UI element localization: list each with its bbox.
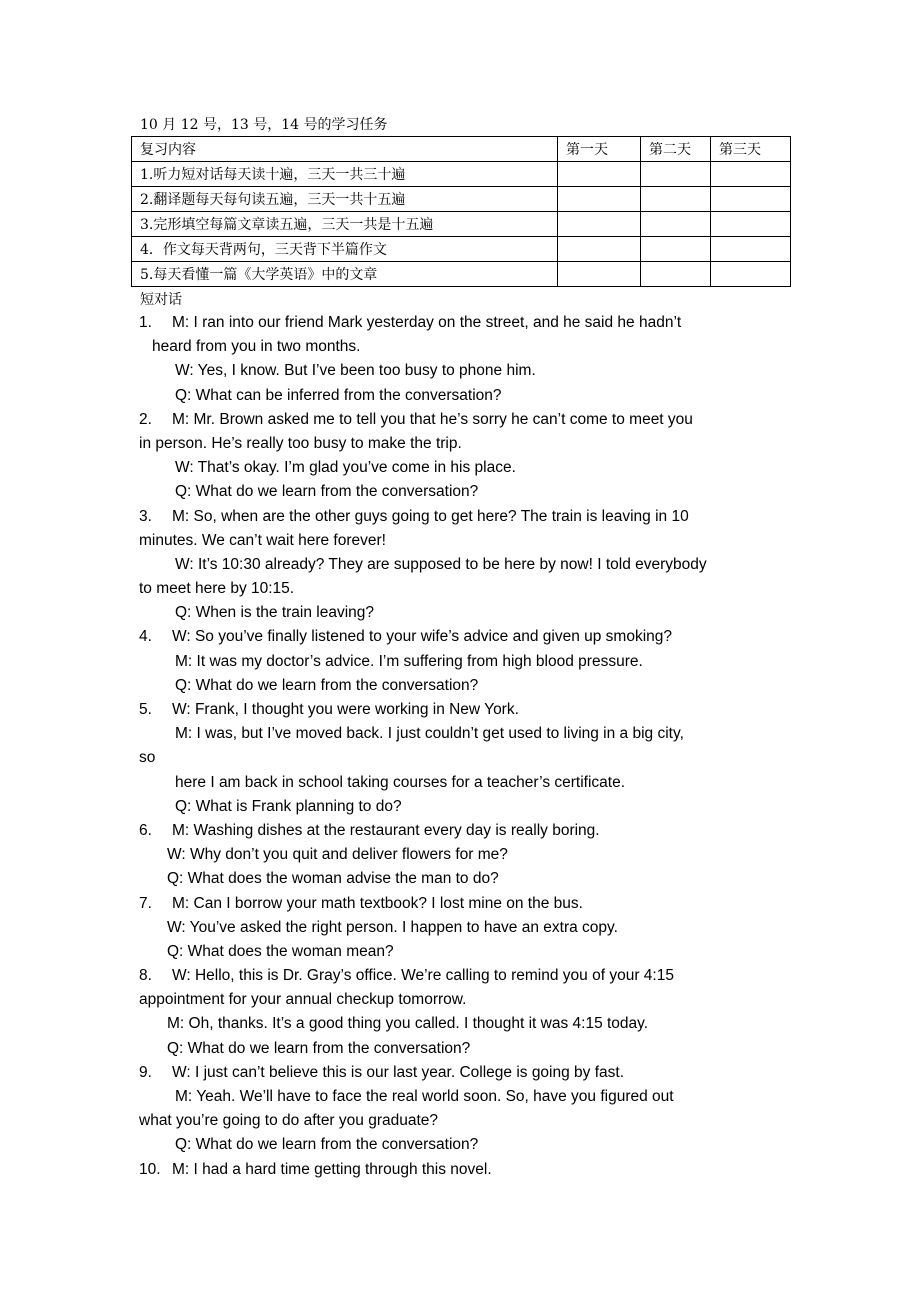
- day2-cell: [641, 187, 711, 212]
- dialogue-line: here I am back in school taking courses for a teacher’s certificate.: [175, 773, 626, 791]
- day3-cell: [711, 237, 791, 262]
- question-line: Q: What do we learn from the conversation?: [175, 483, 479, 501]
- item-number: 2.: [139, 410, 152, 428]
- task-cell: 5.每天看懂一篇《大学英语》中的文章: [132, 262, 558, 287]
- dialogue-line: appointment for your annual checkup tomorrow.: [139, 991, 467, 1009]
- task-heading: 10 月 12 号，13 号，14 号的学习任务: [140, 117, 388, 133]
- table-row: [132, 262, 791, 287]
- column-header: 第二天: [641, 137, 711, 162]
- day1-cell: [558, 162, 641, 187]
- item-number: 1.: [139, 314, 152, 331]
- task-cell: 4．作文每天背两句，三天背下半篇作文: [132, 237, 558, 262]
- day1-cell: [558, 187, 641, 212]
- day2-cell: [641, 237, 711, 262]
- dialogue-line: 2. M: Mr. Brown asked me to tell you that he’s sorry he can’t come to meet you: [139, 408, 789, 432]
- task-cell: 2.翻译题每天每句读五遍，三天一共十五遍: [132, 187, 558, 212]
- column-header: 第三天: [711, 137, 791, 162]
- dialogue-line: 1. M: I ran into our friend Mark yesterday on the street, and he said he hadn’t: [139, 311, 789, 335]
- item-number: 4.: [139, 628, 152, 646]
- table-header-row: [132, 137, 791, 162]
- day2-cell: [641, 262, 711, 287]
- day1-cell: [558, 237, 641, 262]
- question-line: Q: What do we learn from the conversation?: [175, 1136, 479, 1154]
- item-number: 8.: [139, 967, 152, 985]
- table-row: [132, 162, 791, 187]
- dialogue-line: 6. M: Washing dishes at the restaurant every day is really boring.: [139, 819, 789, 843]
- dialogue-line: 3. M: So, when are the other guys going to get here? The train is leaving in 10: [139, 505, 789, 529]
- day3-cell: [711, 187, 791, 212]
- dialogue-line: M: I was, but I’ve moved back. I just couldn’t get used to living in a big city,: [175, 725, 684, 743]
- dialogue-line: M: Yeah. We’ll have to face the real world soon. So, have you figured out: [175, 1088, 674, 1105]
- dialogue-line: what you’re going to do after you graduate?: [139, 1112, 439, 1130]
- table-row: [132, 187, 791, 212]
- dialogue-line: minutes. We can’t wait here forever!: [139, 531, 386, 549]
- item-number: 10.: [139, 1160, 161, 1178]
- dialogue-line: to meet here by 10:15.: [139, 580, 295, 598]
- dialogue-line: W: You’ve asked the right person. I happen to have an extra copy.: [167, 918, 618, 936]
- dialogue-line: W: That’s okay. I’m glad you’ve come in his place.: [175, 459, 516, 477]
- day2-cell: [641, 212, 711, 237]
- dialogue-line: M: Oh, thanks. It’s a good thing you called. I thought it was 4:15 today.: [167, 1015, 649, 1033]
- dialogue-line: 9. W: I just can’t believe this is our last year. College is going by fast.: [139, 1061, 789, 1085]
- day3-cell: [711, 162, 791, 187]
- dialogue-line: so: [139, 749, 156, 767]
- question-line: Q: What is Frank planning to do?: [175, 797, 402, 815]
- day1-cell: [558, 262, 641, 287]
- question-line: Q: What do we learn from the conversation?: [175, 676, 479, 694]
- day1-cell: [558, 212, 641, 237]
- dialogue-list: [139, 311, 789, 1182]
- table-row: [132, 237, 791, 262]
- item-number: 6.: [139, 821, 152, 839]
- question-line: Q: What can be inferred from the conversation?: [175, 386, 502, 404]
- dialogue-line: M: It was my doctor’s advice. I’m suffering from high blood pressure.: [175, 652, 643, 670]
- dialogue-line: 4. W: So you’ve finally listened to your wife’s advice and given up smoking?: [139, 625, 789, 649]
- question-line: Q: What does the woman mean?: [167, 942, 394, 960]
- item-number: 3.: [139, 507, 152, 525]
- question-line: Q: What do we learn from the conversation?: [167, 1039, 471, 1057]
- task-cell: 1.听力短对话每天读十遍，三天一共三十遍: [132, 162, 558, 187]
- table-row: [132, 212, 791, 237]
- question-line: Q: When is the train leaving?: [175, 604, 375, 622]
- column-header: 复习内容: [132, 137, 558, 162]
- dialogue-line: 10. M: I had a hard time getting through this novel.: [139, 1158, 789, 1182]
- dialogue-line: heard from you in two months.: [152, 338, 361, 356]
- task-cell: 3.完形填空每篇文章读五遍，三天一共是十五遍: [132, 212, 558, 237]
- item-number: 9.: [139, 1063, 152, 1081]
- day3-cell: [711, 262, 791, 287]
- dialogue-line: 8. W: Hello, this is Dr. Gray’s office. We’re calling to remind you of your 4:15: [139, 964, 789, 988]
- item-number: 5.: [139, 701, 152, 718]
- dialogue-line: W: It’s 10:30 already? They are supposed to be here by now! I told everybody: [175, 555, 707, 573]
- dialogue-line: W: Why don’t you quit and deliver flowers for me?: [167, 846, 508, 864]
- dialogue-line: W: Yes, I know. But I’ve been too busy to phone him.: [175, 362, 536, 380]
- item-number: 7.: [139, 894, 152, 912]
- day2-cell: [641, 162, 711, 187]
- question-line: Q: What does the woman advise the man to do?: [167, 870, 499, 888]
- review-task-table: [131, 136, 791, 287]
- dialogue-line: in person. He’s really too busy to make the trip.: [139, 434, 462, 452]
- dialogue-line: 5. W: Frank, I thought you were working in New York.: [139, 698, 789, 722]
- dialogue-line: 7. M: Can I borrow your math textbook? I lost mine on the bus.: [139, 892, 789, 916]
- section-title: 短对话: [140, 292, 182, 308]
- column-header: 第一天: [558, 137, 641, 162]
- day3-cell: [711, 212, 791, 237]
